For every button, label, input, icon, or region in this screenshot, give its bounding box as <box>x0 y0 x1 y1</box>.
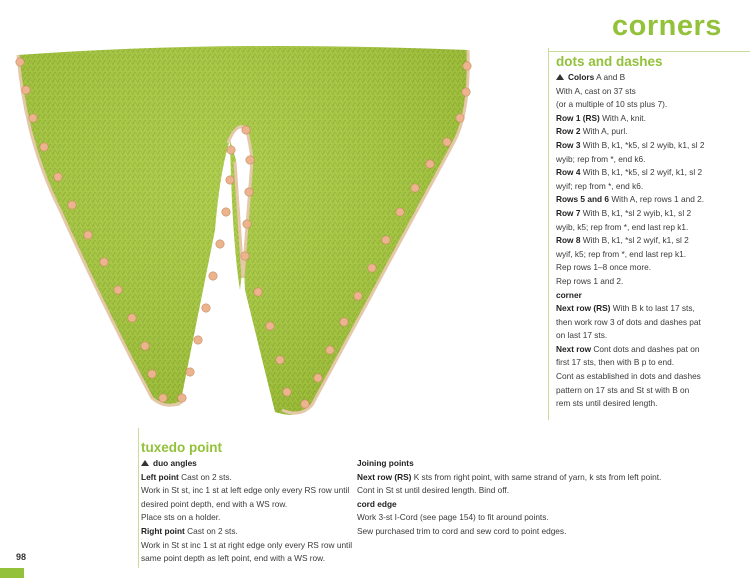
instruction-label: Joining points <box>357 458 414 468</box>
instruction-line <box>556 71 746 85</box>
instruction-text: With B, k1, *k5, sl 2 wyif, k1, sl 2 <box>580 167 703 178</box>
instruction-line <box>357 525 717 539</box>
instruction-line <box>556 248 746 262</box>
instruction-text: wyib, k5; rep from *, end last rep k1. <box>556 221 689 232</box>
instruction-text: With A, cast on 37 sts <box>556 85 636 96</box>
instruction-label: Rows 5 and 6 <box>556 194 610 205</box>
instruction-text: Cast on 2 sts. <box>184 525 238 536</box>
instruction-text: Sew purchased trim to cord and sew cord to point edges. <box>357 525 567 536</box>
instruction-line <box>357 457 717 471</box>
instruction-line <box>141 552 356 566</box>
instruction-line <box>556 193 746 207</box>
instruction-text: wyif; rep from *, end k6. <box>556 180 644 191</box>
instruction-line <box>141 539 356 553</box>
section-title: corners <box>612 10 722 42</box>
instruction-line <box>556 125 746 139</box>
pattern-title-tuxedo-point: tuxedo point <box>141 440 222 455</box>
instruction-label: Right point <box>141 525 185 536</box>
instruction-line <box>357 484 717 498</box>
instruction-line <box>141 457 356 471</box>
instruction-line <box>141 511 356 525</box>
instruction-text: (or a multiple of 10 sts plus 7). <box>556 99 668 110</box>
instruction-text: Work 3-st I-Cord (see page 154) to fit around points. <box>357 512 549 523</box>
instruction-line <box>556 166 746 180</box>
instruction-text: K sts from right point, with same strand of yarn, k sts from left point. <box>411 471 662 482</box>
instruction-line <box>556 98 746 112</box>
instruction-line <box>556 329 746 343</box>
instruction-text: Cont as established in dots and dashes <box>556 371 701 382</box>
instruction-label: Row 1 (RS) <box>556 112 600 123</box>
instruction-text: desired point depth, end with a WS row. <box>141 498 288 509</box>
instruction-text: wyib; rep from *, end k6. <box>556 153 646 164</box>
instruction-label: Row 2 <box>556 126 581 137</box>
instruction-text: Place sts on a holder. <box>141 512 221 523</box>
instruction-line <box>556 112 746 126</box>
instruction-text: A and B <box>594 72 626 82</box>
instruction-text: Rep rows 1 and 2. <box>556 275 624 286</box>
instruction-line <box>141 484 356 498</box>
triangle-icon <box>141 460 149 466</box>
instruction-text: on last 17 sts. <box>556 330 608 341</box>
instruction-line <box>357 511 717 525</box>
instruction-line <box>556 384 746 398</box>
instruction-text: Work in St st inc 1 st at right edge only every RS row until <box>141 539 353 550</box>
instruction-label: Row 8 <box>556 235 581 246</box>
instruction-text: With B, k1, *k5, sl 2 wyib, k1, sl 2 <box>580 139 705 150</box>
instruction-line <box>357 471 717 485</box>
page-tab <box>0 568 24 578</box>
instruction-label: Next row (RS) <box>357 471 412 482</box>
instruction-text: With A, knit. <box>599 112 646 123</box>
instruction-line <box>556 302 746 316</box>
instruction-line <box>556 139 746 153</box>
instruction-line <box>556 180 746 194</box>
instruction-line <box>556 289 746 303</box>
instruction-line <box>556 370 746 384</box>
instruction-text: pattern on 17 sts and St st with B on <box>556 384 690 395</box>
instruction-line <box>556 234 746 248</box>
instruction-text: same point depth as left point, end with a WS row. <box>141 553 326 564</box>
page-number: 98 <box>16 552 27 562</box>
instruction-line <box>556 261 746 275</box>
instruction-text: With A, rep rows 1 and 2. <box>609 194 705 205</box>
instruction-text: With B, k1, *sl 2 wyib, k1, sl 2 <box>580 207 692 218</box>
triangle-icon <box>556 74 564 80</box>
instruction-line <box>141 525 356 539</box>
instruction-text: Cast on 2 sts. <box>178 471 232 482</box>
instruction-line <box>556 221 746 235</box>
instruction-line <box>556 356 746 370</box>
instruction-label: Next row (RS) <box>556 303 611 314</box>
instruction-line <box>556 316 746 330</box>
instruction-line <box>556 85 746 99</box>
instruction-label: cord edge <box>357 498 397 509</box>
instruction-label: Left point <box>141 471 179 482</box>
instruction-line <box>141 498 356 512</box>
divider-left <box>138 428 139 568</box>
instruction-text: Cont dots and dashes pat on <box>591 343 700 354</box>
instruction-text: With A, purl. <box>580 126 628 137</box>
instruction-line <box>556 343 746 357</box>
instruction-line <box>556 397 746 411</box>
instruction-label: Row 3 <box>556 139 581 150</box>
instruction-label: Colors <box>568 72 595 82</box>
instruction-label: Next row <box>556 343 592 354</box>
instruction-line <box>141 471 356 485</box>
instruction-text: wyif, k5; rep from *, end last rep k1. <box>556 248 687 259</box>
instruction-text: Work in St st, inc 1 st at left edge only every RS row until <box>141 485 350 496</box>
tuxedo-point-instructions-left <box>141 457 356 566</box>
instruction-text: Cont in St st until desired length. Bind off. <box>357 485 510 496</box>
instruction-text: then work row 3 of dots and dashes pat <box>556 316 701 327</box>
instruction-line <box>556 275 746 289</box>
tuxedo-point-instructions-right <box>357 457 717 539</box>
instruction-text: Rep rows 1–8 once more. <box>556 262 652 273</box>
instruction-label: corner <box>556 289 582 300</box>
instruction-text: With B, k1, *sl 2 wyif, k1, sl 2 <box>580 235 689 246</box>
dots-and-dashes-instructions <box>556 71 746 411</box>
instruction-line <box>357 498 717 512</box>
instruction-text: first 17 sts, then with B p to end. <box>556 357 675 368</box>
pattern-title-dots-and-dashes: dots and dashes <box>556 54 663 69</box>
divider-vertical <box>548 48 549 420</box>
instruction-text: With B k to last 17 sts, <box>610 303 695 314</box>
instruction-label: Row 7 <box>556 207 581 218</box>
instruction-label: Row 4 <box>556 167 581 178</box>
instruction-text: rem sts until desired length. <box>556 398 658 409</box>
instruction-line <box>556 153 746 167</box>
instruction-label: duo angles <box>153 458 197 468</box>
divider-horizontal <box>548 51 750 52</box>
instruction-line <box>556 207 746 221</box>
